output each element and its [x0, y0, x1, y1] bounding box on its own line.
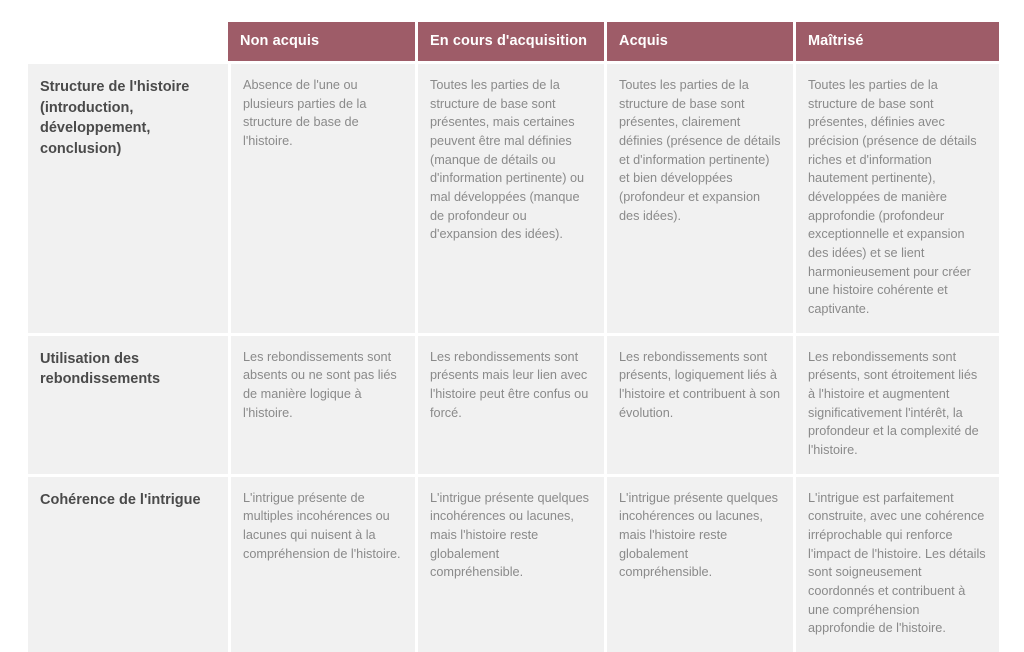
cell-structure-acquis: Toutes les parties de la structure de base sont présentes, clairement définies (présence de détails et d'information pertinente) et bien développées (profondeur et expansion des idées).	[604, 61, 793, 333]
column-header-maitrise: Maîtrisé	[793, 22, 999, 61]
cell-rebondissements-maitrise: Les rebondissements sont présents, sont étroitement liés à l'histoire et augmentent significativement l'intérêt, la profondeur et la complexité de l'histoire.	[793, 333, 999, 474]
cell-coherence-non-acquis: L'intrigue présente de multiples incohérences ou lacunes qui nuisent à la compréhension de l'histoire.	[228, 474, 415, 652]
header-corner-cell	[28, 22, 228, 61]
cell-structure-non-acquis: Absence de l'une ou plusieurs parties de la structure de base de l'histoire.	[228, 61, 415, 333]
cell-structure-maitrise: Toutes les parties de la structure de base sont présentes, définies avec précision (présence de détails riches et d'information hautement pertinente), développées de manière approfondie (profondeur exceptionnelle et expansion des idées) et se lient harmonieusement pour créer une histoire cohérente et captivante.	[793, 61, 999, 333]
table-row	[28, 61, 999, 333]
table-body	[28, 61, 999, 652]
cell-rebondissements-acquis: Les rebondissements sont présents, logiquement liés à l'histoire et contribuent à son évolution.	[604, 333, 793, 474]
table-row	[28, 333, 999, 474]
column-header-acquis: Acquis	[604, 22, 793, 61]
column-header-non-acquis: Non acquis	[228, 22, 415, 61]
cell-rebondissements-non-acquis: Les rebondissements sont absents ou ne sont pas liés de manière logique à l'histoire.	[228, 333, 415, 474]
criterion-label-structure: Structure de l'histoire (introduction, développement, conclusion)	[28, 61, 228, 333]
header-row	[28, 22, 999, 61]
criterion-label-rebondissements: Utilisation des rebondissements	[28, 333, 228, 474]
criterion-label-coherence: Cohérence de l'intrigue	[28, 474, 228, 652]
cell-coherence-acquis: L'intrigue présente quelques incohérences ou lacunes, mais l'histoire reste globalement compréhensible.	[604, 474, 793, 652]
cell-coherence-maitrise: L'intrigue est parfaitement construite, avec une cohérence irréprochable qui renforce l'impact de l'histoire. Les détails sont soigneusement coordonnés et contribuent à une compréhension approfondie de l'histoire.	[793, 474, 999, 652]
cell-coherence-en-cours: L'intrigue présente quelques incohérences ou lacunes, mais l'histoire reste globalement compréhensible.	[415, 474, 604, 652]
evaluation-rubric-table	[28, 22, 999, 652]
cell-rebondissements-en-cours: Les rebondissements sont présents mais leur lien avec l'histoire peut être confus ou forcé.	[415, 333, 604, 474]
cell-structure-en-cours: Toutes les parties de la structure de base sont présentes, mais certaines peuvent être mal définies (manque de détails ou d'information pertinente) ou mal développées (manque de profondeur ou d'expansion des idées).	[415, 61, 604, 333]
table-header	[28, 22, 999, 61]
rubric-container	[28, 22, 999, 652]
column-header-en-cours-acquisition: En cours d'acquisition	[415, 22, 604, 61]
table-row	[28, 474, 999, 652]
